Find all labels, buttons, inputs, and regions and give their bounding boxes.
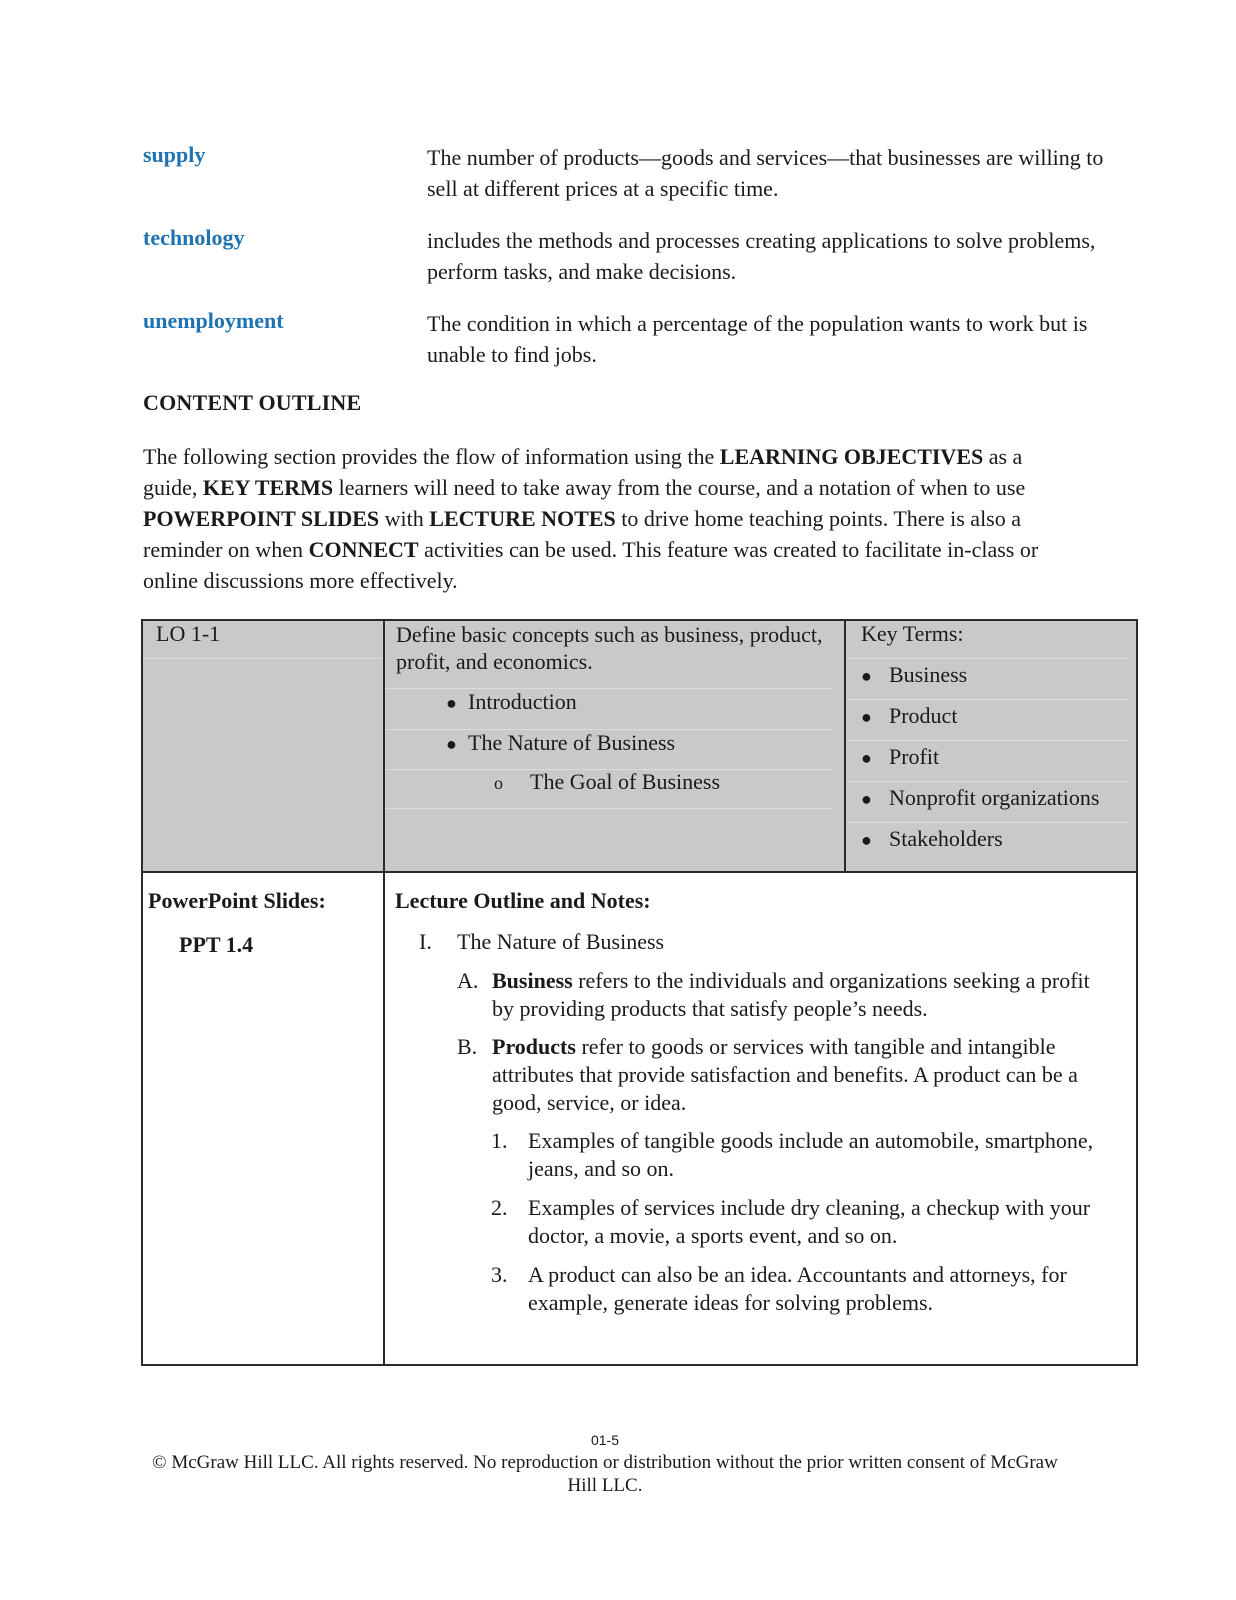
cell-rule xyxy=(845,658,1130,659)
lecture-title: Lecture Outline and Notes: xyxy=(395,888,651,913)
lecture-cell xyxy=(384,872,1138,1366)
intro-bold: LECTURE NOTES xyxy=(429,506,616,531)
intro-bold: POWERPOINT SLIDES xyxy=(143,506,380,531)
intro-text: to drive home teaching points. There is also a reminder on when xyxy=(143,506,1022,562)
outline-text: Examples of services include dry cleaning, a checkup with your doctor, a movie, a sports event, and so on. xyxy=(528,1195,1091,1248)
outline-marker: 2. xyxy=(491,1195,508,1220)
glossary-definition: includes the methods and processes creating applications to solve problems, perform tasks, and make decisions. xyxy=(427,228,1096,284)
outline-item-a xyxy=(457,967,1117,1023)
glossary-term: unemployment xyxy=(143,308,284,333)
lo-label-cell xyxy=(141,619,384,872)
outline-bold: Products xyxy=(492,1034,576,1059)
copyright-notice: © McGraw Hill LLC. All rights reserved. No reproduction or distribution without the prior written consent of McGraw Hill LLC. xyxy=(152,1452,1058,1496)
bullet-icon: ● xyxy=(446,734,457,754)
key-term-text: Business xyxy=(889,662,968,687)
key-terms-cell xyxy=(845,619,1138,872)
key-term-item xyxy=(861,703,957,729)
outline-marker: 3. xyxy=(491,1262,508,1287)
cell-rule xyxy=(845,822,1130,823)
bullet-icon: ● xyxy=(861,830,872,850)
ppt-title: PowerPoint Slides: xyxy=(148,888,326,913)
key-term-item xyxy=(861,744,939,770)
intro-bold: CONNECT xyxy=(308,537,419,562)
outline-text: The Nature of Business xyxy=(457,929,665,954)
intro-text: activities can be used. This feature was created to facilitate in-class or online discussions more effectively. xyxy=(143,537,1039,593)
intro-text: learners will need to take away from the course, and a notation of when to use xyxy=(333,475,1026,500)
topic-text: The Nature of Business xyxy=(468,730,676,755)
glossary-definition: The number of products—goods and services—that businesses are willing to sell at different prices at a specific time. xyxy=(427,145,1104,201)
cell-rule xyxy=(845,781,1130,782)
intro-text: The following section provides the flow of information using the xyxy=(143,444,720,469)
bullet-icon: ● xyxy=(861,707,872,727)
cell-rule xyxy=(845,699,1130,700)
ppt-slide-ref: PPT 1.4 xyxy=(179,932,254,957)
key-term-item xyxy=(861,662,967,688)
outline-marker: A. xyxy=(457,968,479,993)
table-border-bottom xyxy=(141,1364,1138,1366)
table-divider xyxy=(844,619,846,872)
cell-rule xyxy=(141,658,384,659)
intro-text: as a guide, xyxy=(143,444,1023,500)
glossary-term: supply xyxy=(143,142,206,167)
subtopic-item xyxy=(494,769,720,795)
key-term-text: Stakeholders xyxy=(889,826,1003,851)
content-outline-heading: CONTENT OUTLINE xyxy=(143,390,362,415)
outline-item-1 xyxy=(491,1127,1121,1183)
lo-label: LO 1-1 xyxy=(156,621,221,646)
lo-table xyxy=(141,619,1138,1366)
topic-text: Introduction xyxy=(468,689,577,714)
lo-objective-cell xyxy=(384,619,845,872)
cell-rule xyxy=(384,808,834,809)
outline-item-3 xyxy=(491,1261,1121,1317)
outline-marker: 1. xyxy=(491,1128,508,1153)
table-divider xyxy=(383,619,385,1366)
intro-bold: KEY TERMS xyxy=(202,475,334,500)
key-term-text: Profit xyxy=(889,744,940,769)
glossary-definition: The condition in which a percentage of the population wants to work but is unable to find jobs. xyxy=(427,311,1088,367)
key-terms-title: Key Terms: xyxy=(861,621,964,646)
key-term-text: Nonprofit organizations xyxy=(889,785,1100,810)
ppt-cell xyxy=(141,872,384,1366)
table-border-mid xyxy=(141,871,1138,873)
outline-text: Examples of tangible goods include an automobile, smartphone, jeans, and so on. xyxy=(528,1128,1094,1181)
subtopic-text: The Goal of Business xyxy=(530,769,721,794)
key-term-text: Product xyxy=(889,703,958,728)
topic-item xyxy=(446,730,675,756)
circle-bullet-icon: o xyxy=(494,773,503,793)
table-border-top xyxy=(141,619,1138,621)
outline-marker: I. xyxy=(419,929,432,954)
table-border-right xyxy=(1136,619,1138,1366)
outline-text xyxy=(492,967,1117,1023)
table-border-left xyxy=(141,619,143,1366)
bullet-icon: ● xyxy=(861,666,872,686)
outline-item-b xyxy=(457,1033,1117,1117)
outline-text: A product can also be an idea. Accountants and attorneys, for example, generate ideas for solving problems. xyxy=(528,1262,1067,1315)
cell-rule xyxy=(845,740,1130,741)
content-outline-intro xyxy=(143,441,1078,596)
key-term-item xyxy=(861,826,1003,852)
bullet-icon: ● xyxy=(861,748,872,768)
bullet-icon: ● xyxy=(446,693,457,713)
outline-marker: B. xyxy=(457,1034,478,1059)
key-term-item xyxy=(861,785,1099,811)
outline-bold: Business xyxy=(492,968,573,993)
intro-bold: LEARNING OBJECTIVES xyxy=(719,444,984,469)
outline-text xyxy=(492,1033,1117,1117)
page-number: 01-5 xyxy=(590,1432,620,1448)
bullet-icon: ● xyxy=(861,789,872,809)
glossary-term: technology xyxy=(143,225,245,250)
outline-section xyxy=(419,928,1099,956)
outline-item-2 xyxy=(491,1194,1121,1250)
lo-objective: Define basic concepts such as business, product, profit, and economics. xyxy=(396,622,823,674)
outline-body: refer to goods or services with tangible and intangible attributes that provide satisfaction and benefits. A product can be a good, service, or idea. xyxy=(492,1034,1078,1115)
intro-text: with xyxy=(379,506,430,531)
outline-body: refers to the individuals and organizations seeking a profit by providing products that satisfy people’s needs. xyxy=(492,968,1090,1021)
topic-item xyxy=(446,689,577,715)
